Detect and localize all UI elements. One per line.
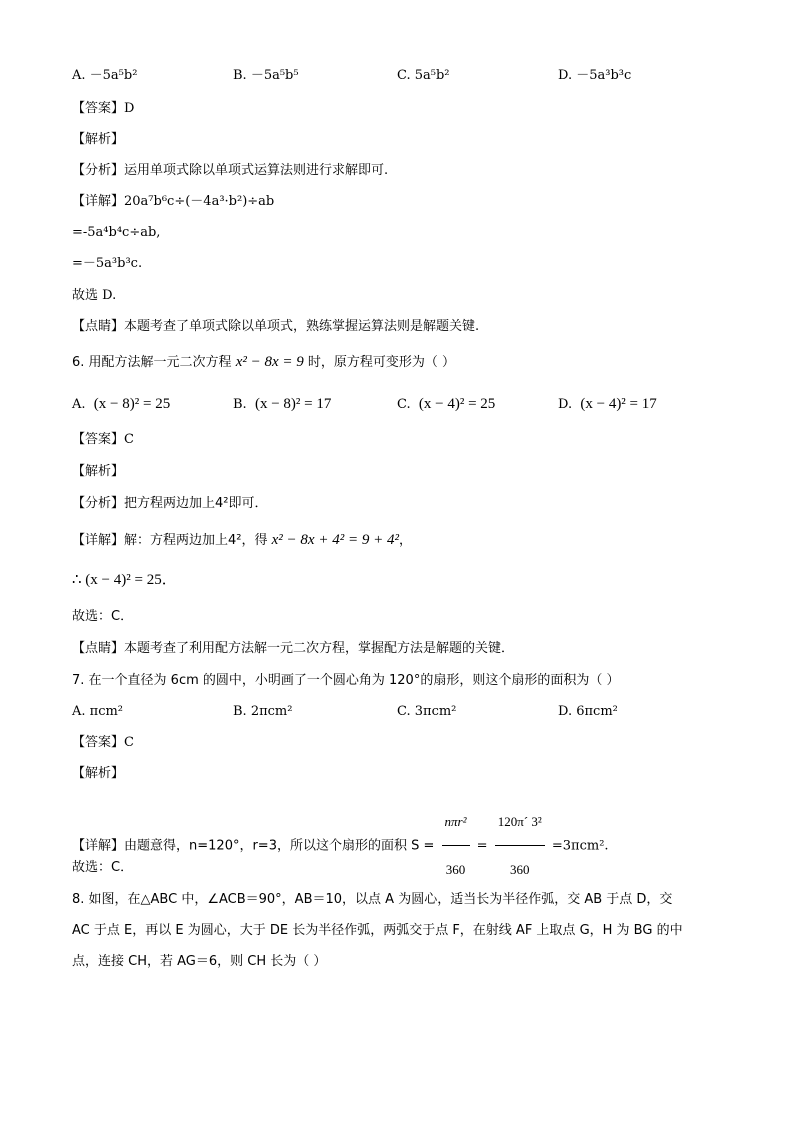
xiangjie-equation: x² − 8x + 4² = 9 + 4² [271, 532, 399, 548]
q7-answer [72, 733, 134, 753]
q6-answer [72, 430, 134, 450]
q6-stem [72, 352, 455, 373]
q6-option-b-expr: (x − 8)² = 17 [254, 396, 332, 412]
dianjing-tag: 【点睛】 [72, 641, 125, 656]
q5-step2: =-5a⁴b⁴c÷ab, [72, 225, 161, 240]
answer-value: D [124, 101, 135, 116]
q5-option-b: B. －5a⁵b⁵ [233, 68, 299, 83]
xiangjie-pre: 由题意得，n=120°，r=3，所以这个扇形的面积 S = [124, 838, 435, 854]
xiangjie-tag: 【详解】 [72, 194, 125, 209]
fenxi-tag: 【分析】 [72, 496, 125, 511]
frac1-numerator: nπr² [442, 800, 470, 846]
frac1-denominator: 360 [445, 862, 466, 877]
q6-stem-equation: x² − 8x = 9 [235, 354, 304, 370]
q5-fenxi [72, 161, 388, 181]
q6-xiangjie [72, 530, 412, 551]
q5-option-d: D. －5a³b³c [558, 68, 632, 83]
q5-dianjing [72, 317, 479, 337]
q6-options [72, 393, 732, 415]
answer-tag: 【答案】 [72, 101, 125, 116]
q6-option-d-label: D. [558, 397, 573, 412]
q6-conclusion: 故选：C． [72, 609, 134, 624]
q7-option-c: C. 3πcm² [397, 704, 457, 719]
q6-stem-post: 时，原方程可变形为（ ） [307, 355, 456, 370]
q7-option-a: A. πcm² [72, 704, 124, 719]
q8-stem-line1: 8. 如图，在△ABC 中，∠ACB＝90°，AB＝10，以点 A 为圆心，适当长为半径作弧，交 AB 于点 D，交 [72, 892, 673, 907]
q8-stem-line3: 点，连接 CH，若 AG＝6，则 CH 长为（ ） [72, 954, 327, 969]
xiangjie-tag: 【详解】 [72, 533, 125, 548]
q5-step3: =－5a³b³c. [72, 256, 143, 271]
xiangjie-post: ， [398, 533, 412, 548]
q7-option-d: D. 6πcm² [558, 704, 618, 719]
dianjing-text: 本题考查了利用配方法解一元二次方程，掌握配方法是解题的关键． [124, 641, 515, 656]
frac2-numerator: 120π´ 3² [495, 800, 545, 846]
q6-option-c-label: C. [397, 397, 411, 412]
q6-fenxi [72, 494, 268, 514]
q6-option-d [558, 393, 657, 416]
q6-option-c-expr: (x − 4)² = 25 [418, 396, 496, 412]
equals-sign: = [476, 838, 488, 854]
answer-value: C [124, 735, 134, 750]
q6-option-c [397, 393, 495, 416]
sector-area-formula [442, 800, 470, 892]
q7-stem: 7. 在一个直径为 6cm 的圆中，小明画了一个圆心角为 120°的扇形，则这个扇形的面积为（ ） [72, 673, 620, 688]
q5-option-a: A. －5a⁵b² [72, 68, 138, 83]
q5-option-c: C. 5a⁵b² [397, 68, 450, 83]
frac2-denominator: 360 [509, 862, 530, 877]
answer-tag: 【答案】 [72, 432, 125, 447]
q7-option-b: B. 2πcm² [233, 704, 293, 719]
q8-stem-line2: AC 于点 E，再以 E 为圆心，大于 DE 长为半径作弧，两弧交于点 F，在射线 AF 上取点 G，H 为 BG 的中 [72, 923, 683, 938]
dianjing-text: 本题考查了单项式除以单项式，熟练掌握运算法则是解题关键. [124, 319, 480, 334]
xiangjie-step1: 20a⁷b⁶c÷(－4a³·b²)÷ab [124, 194, 275, 209]
q6-result: ∴ (x − 4)² = 25． [72, 572, 177, 588]
fenxi-text: 把方程两边加上4²即可． [124, 496, 268, 511]
sector-area-substitution [495, 800, 545, 892]
fenxi-text: 运用单项式除以单项式运算法则进行求解即可. [124, 163, 389, 178]
q6-stem-pre: 6. 用配方法解一元二次方程 [72, 355, 232, 370]
q6-analysis-tag: 【解析】 [72, 464, 125, 479]
xiangjie-pre: 解：方程两边加上4²，得 [124, 533, 268, 548]
q6-option-a-label: A. [72, 397, 86, 412]
q5-conclusion: 故选 D. [72, 288, 117, 303]
fenxi-tag: 【分析】 [72, 163, 125, 178]
dianjing-tag: 【点睛】 [72, 319, 125, 334]
q6-option-a [72, 393, 170, 416]
q7-conclusion: 故选：C． [72, 860, 134, 875]
q6-option-d-expr: (x − 4)² = 17 [580, 396, 657, 412]
xiangjie-tag: 【详解】 [72, 838, 125, 854]
q5-options [72, 65, 732, 87]
q6-option-a-expr: (x − 8)² = 25 [93, 396, 171, 412]
q7-analysis-tag: 【解析】 [72, 766, 125, 781]
xiangjie-post: =3πcm². [551, 838, 609, 854]
q6-option-b-label: B. [233, 397, 247, 412]
q5-answer [72, 99, 134, 119]
q6-option-b [233, 393, 331, 416]
answer-tag: 【答案】 [72, 735, 125, 750]
q5-xiangjie [72, 192, 274, 212]
q5-analysis-tag: 【解析】 [72, 132, 125, 147]
q7-options [72, 701, 732, 723]
q6-dianjing [72, 639, 514, 659]
answer-value: C [124, 432, 134, 447]
q7-xiangjie [72, 800, 609, 892]
